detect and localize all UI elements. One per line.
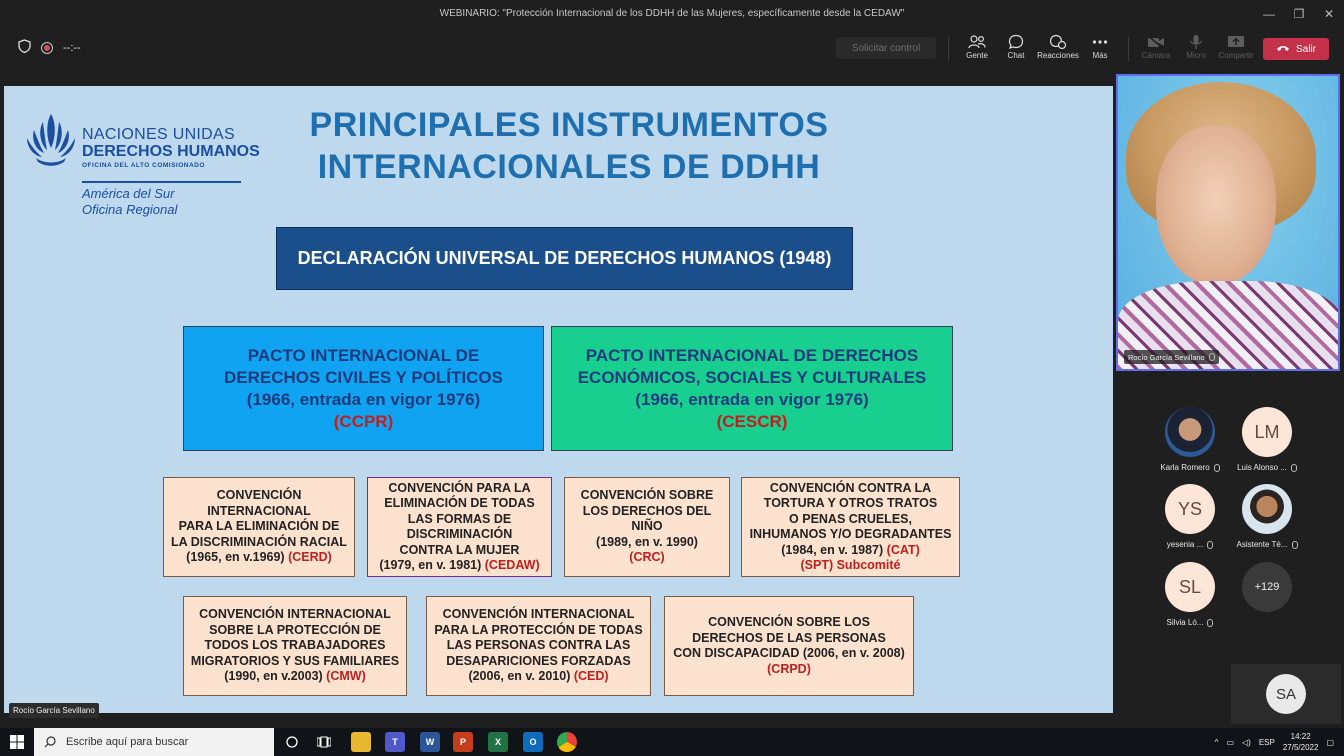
cat-line: O PENAS CRUELES, xyxy=(789,511,912,526)
people-label: Gente xyxy=(966,51,988,60)
presenter-name-tag: Rocío García Sevillano xyxy=(9,703,99,718)
participant-tile[interactable] xyxy=(1155,484,1225,549)
toolbar-divider xyxy=(948,37,949,61)
participant-name: yesenia ... xyxy=(1166,540,1204,549)
ced-years-line xyxy=(468,669,608,685)
slide-title-line-1: PRINCIPALES INSTRUMENTOS xyxy=(309,106,829,144)
mic-icon xyxy=(1291,464,1297,472)
org-line-1: NACIONES UNIDAS xyxy=(82,126,235,143)
slide-title xyxy=(244,104,894,188)
convention-cedaw xyxy=(367,477,552,577)
reactions-label: Reacciones xyxy=(1037,51,1079,60)
shield-icon xyxy=(18,39,31,56)
cmw-years-line xyxy=(224,669,366,685)
avatar xyxy=(1242,484,1292,534)
language-indicator[interactable]: ESP xyxy=(1258,737,1275,747)
ced-line: PARA LA PROTECCIÓN DE TODAS xyxy=(434,622,643,637)
windows-taskbar xyxy=(0,728,1344,756)
more-icon xyxy=(1092,33,1108,51)
participant-name-row xyxy=(1232,463,1302,472)
mic-icon xyxy=(1214,464,1220,472)
clock[interactable] xyxy=(1283,731,1319,753)
cedaw-line: DISCRIMINACIÓN xyxy=(406,527,513,541)
camera-button[interactable] xyxy=(1134,33,1178,67)
avatar: LM xyxy=(1242,407,1292,457)
more-participants-count: +129 xyxy=(1242,562,1292,612)
cerd-line: CONVENCIÓN xyxy=(216,488,302,503)
convention-cerd xyxy=(163,477,355,577)
cmw-line: TODOS LOS TRABAJADORES xyxy=(204,638,386,653)
ced-line: DESAPARICIONES FORZADAS xyxy=(446,653,631,668)
cat-line: TORTURA Y OTROS TRATOS xyxy=(763,496,938,510)
cat-years: (1984, en v. 1987) xyxy=(781,542,884,557)
people-icon xyxy=(968,33,986,51)
ccpr-acronym: (CCPR) xyxy=(333,411,394,431)
cmw-line: CONVENCIÓN INTERNACIONAL xyxy=(199,607,391,622)
crpd-line: CONVENCIÓN SOBRE LOS xyxy=(708,615,870,629)
start-button[interactable] xyxy=(0,728,34,756)
people-button[interactable] xyxy=(955,33,999,67)
cat-line: CONVENCIÓN CONTRA LA xyxy=(769,480,932,495)
notifications-icon[interactable]: ▢ xyxy=(1326,737,1334,747)
region-line-2: Oficina Regional xyxy=(82,202,178,217)
mic-label: Micro xyxy=(1186,51,1206,60)
participant-name: Karla Romero xyxy=(1160,463,1210,472)
cescr-acronym: (CESCR) xyxy=(716,411,788,431)
self-video-tile[interactable] xyxy=(1231,664,1341,724)
org-divider xyxy=(82,181,241,183)
org-name xyxy=(82,126,260,169)
convention-cat xyxy=(741,477,960,577)
crpd-line: DERECHOS DE LAS PERSONAS xyxy=(692,630,886,645)
crpd-line: CON DISCAPACIDAD (2006, en v. 2008) xyxy=(673,646,905,660)
chat-icon xyxy=(1008,33,1024,51)
request-control-button[interactable]: Solicitar control xyxy=(836,37,936,59)
share-button[interactable] xyxy=(1214,33,1258,67)
cortana-icon[interactable] xyxy=(282,732,302,752)
teams-icon[interactable]: T xyxy=(385,732,405,752)
org-line-3: OFICINA DEL ALTO COMISIONADO xyxy=(82,162,205,169)
ced-line: LAS PERSONAS CONTRA LAS xyxy=(446,638,631,653)
toolbar-divider xyxy=(1128,37,1129,61)
ccpr-line-2: DERECHOS CIVILES Y POLÍTICOS xyxy=(224,367,503,387)
un-emblem-icon xyxy=(22,108,80,170)
cescr-line-2: ECONÓMICOS, SOCIALES Y CULTURALES xyxy=(577,367,927,387)
participant-name-row xyxy=(1155,540,1225,549)
participant-name-row xyxy=(1232,540,1302,549)
more-label: Más xyxy=(1092,51,1108,60)
participant-name-row xyxy=(1155,618,1225,627)
cedaw-years-line xyxy=(379,558,539,574)
participant-tile[interactable] xyxy=(1155,562,1225,627)
windows-icon xyxy=(10,735,24,749)
convention-crc xyxy=(564,477,730,577)
participant-name-row xyxy=(1155,463,1225,472)
participant-tile[interactable] xyxy=(1232,484,1302,549)
cmw-years: (1990, en v.2003) xyxy=(224,669,323,684)
region-line-1: América del Sur xyxy=(82,186,175,201)
ccpr-box xyxy=(183,326,544,451)
cmw-line: SOBRE LA PROTECCIÓN DE xyxy=(209,622,381,637)
cedaw-acronym: (CEDAW) xyxy=(484,558,540,572)
word-icon[interactable]: W xyxy=(420,732,440,752)
camera-label: Cámara xyxy=(1141,51,1171,60)
outlook-icon[interactable]: O xyxy=(523,732,543,752)
clock-date: 27/5/2022 xyxy=(1282,743,1319,752)
participant-name: Silvia Ló... xyxy=(1166,618,1204,627)
participant-name: Asistente Té... xyxy=(1236,540,1288,549)
participant-tile[interactable] xyxy=(1232,407,1302,472)
avatar: SL xyxy=(1165,562,1215,612)
meeting-toolbar xyxy=(0,27,1344,72)
more-participants-button[interactable] xyxy=(1232,562,1302,612)
close-button[interactable]: ✕ xyxy=(1323,6,1335,21)
ccpr-line-1: PACTO INTERNACIONAL DE xyxy=(247,345,480,365)
volume-icon[interactable]: ◁) xyxy=(1242,737,1251,747)
system-tray xyxy=(1215,728,1334,756)
shared-slide xyxy=(4,86,1113,713)
cerd-acronym: (CERD) xyxy=(288,550,332,565)
minimize-button[interactable]: — xyxy=(1263,6,1275,21)
camera-off-icon xyxy=(1147,33,1165,51)
task-view-icon[interactable] xyxy=(314,732,334,752)
mic-button[interactable] xyxy=(1174,33,1218,67)
cmw-acronym: (CMW) xyxy=(326,669,366,684)
cedaw-line: LAS FORMAS DE xyxy=(407,511,512,526)
chrome-icon[interactable] xyxy=(557,732,577,752)
participant-tile[interactable] xyxy=(1155,407,1225,472)
leave-button[interactable] xyxy=(1263,38,1329,60)
search-icon xyxy=(44,736,56,748)
crc-line: CONVENCIÓN SOBRE xyxy=(580,488,714,503)
chevron-up-icon[interactable]: ^ xyxy=(1214,737,1219,747)
chat-button[interactable] xyxy=(994,33,1038,67)
cedaw-line: CONTRA LA MUJER xyxy=(399,542,520,557)
crc-line: (1989, en v. 1990) xyxy=(596,534,698,549)
cescr-line-1: PACTO INTERNACIONAL DE DERECHOS xyxy=(585,345,919,365)
cerd-years-line xyxy=(186,550,332,566)
cedaw-years: (1979, en v. 1981) xyxy=(379,558,482,572)
window-title: WEBINARIO: "Protección Internacional de los DDHH de las Mujeres, específicamente desde la CEDAW" xyxy=(439,8,905,19)
ccpr-line-3: (1966, entrada en vigor 1976) xyxy=(246,389,481,409)
cescr-box xyxy=(551,326,953,451)
speaker-video-tile[interactable] xyxy=(1116,74,1340,371)
reactions-button[interactable] xyxy=(1036,33,1080,67)
video-face xyxy=(1156,126,1276,286)
mic-icon xyxy=(1207,541,1213,549)
cedaw-line: ELIMINACIÓN DE TODAS xyxy=(384,496,535,510)
regional-office xyxy=(82,186,177,218)
convention-ced xyxy=(426,596,651,696)
maximize-button[interactable]: ❐ xyxy=(1293,6,1305,21)
cat-line: INHUMANOS Y/O DEGRADANTES xyxy=(749,527,952,541)
cat-years-line xyxy=(781,543,920,559)
mic-icon xyxy=(1209,353,1215,361)
cerd-years: (1965, en v.1969) xyxy=(186,550,285,565)
ced-years: (2006, en v. 2010) xyxy=(468,669,571,684)
crc-acronym: (CRC) xyxy=(629,550,665,565)
excel-icon[interactable]: X xyxy=(488,732,508,752)
slide-title-line-2: INTERNACIONALES DE DDHH xyxy=(317,148,821,186)
powerpoint-icon[interactable]: P xyxy=(453,732,473,752)
avatar: YS xyxy=(1165,484,1215,534)
ced-line: CONVENCIÓN INTERNACIONAL xyxy=(442,607,635,622)
mic-icon xyxy=(1207,619,1213,627)
more-button[interactable] xyxy=(1078,33,1122,67)
share-icon xyxy=(1227,33,1245,51)
convention-crpd xyxy=(664,596,914,696)
avatar xyxy=(1165,407,1215,457)
cmw-line: MIGRATORIOS Y SUS FAMILIARES xyxy=(190,653,400,668)
share-label: Compartir xyxy=(1218,51,1254,60)
recording-icon xyxy=(41,42,53,54)
participant-name: Luis Alonso ... xyxy=(1237,463,1287,472)
cerd-line: LA DISCRIMINACIÓN RACIAL xyxy=(171,534,347,549)
hang-up-icon xyxy=(1276,44,1290,55)
ced-acronym: (CED) xyxy=(573,669,609,684)
cedaw-line: CONVENCIÓN PARA LA xyxy=(388,480,531,495)
chat-label: Chat xyxy=(1007,51,1025,60)
org-line-2: DERECHOS HUMANOS xyxy=(82,143,260,160)
file-explorer-icon[interactable] xyxy=(351,732,371,752)
network-icon[interactable]: ▭ xyxy=(1226,737,1234,747)
mic-off-icon xyxy=(1189,33,1203,51)
search-placeholder: Escribe aquí para buscar xyxy=(66,736,189,748)
meeting-timer: --:-- xyxy=(63,41,81,54)
crc-line: LOS DERECHOS DEL xyxy=(582,503,712,518)
cerd-line: INTERNACIONAL xyxy=(207,503,311,518)
mic-icon xyxy=(1292,541,1298,549)
cescr-line-3: (1966, entrada en vigor 1976) xyxy=(635,389,869,409)
spt-subcommittee: (SPT) Subcomité xyxy=(800,558,901,572)
reactions-icon xyxy=(1049,33,1067,51)
cerd-line: PARA LA ELIMINACIÓN DE xyxy=(178,519,340,534)
self-avatar: SA xyxy=(1266,674,1306,714)
speaker-name-tag xyxy=(1124,350,1219,364)
cat-acronym: (CAT) xyxy=(886,542,920,557)
leave-label: Salir xyxy=(1295,43,1316,55)
convention-cmw xyxy=(183,596,407,696)
speaker-name: Rocío García Sevillano xyxy=(1128,352,1205,362)
taskbar-search[interactable] xyxy=(34,728,274,756)
udhr-box: DECLARACIÓN UNIVERSAL DE DERECHOS HUMANOS (1948) xyxy=(276,227,853,290)
crpd-acronym: (CRPD) xyxy=(767,661,811,676)
crc-line: NIÑO xyxy=(631,519,663,534)
window-titlebar xyxy=(0,0,1344,27)
clock-time: 14:22 xyxy=(1290,732,1311,741)
